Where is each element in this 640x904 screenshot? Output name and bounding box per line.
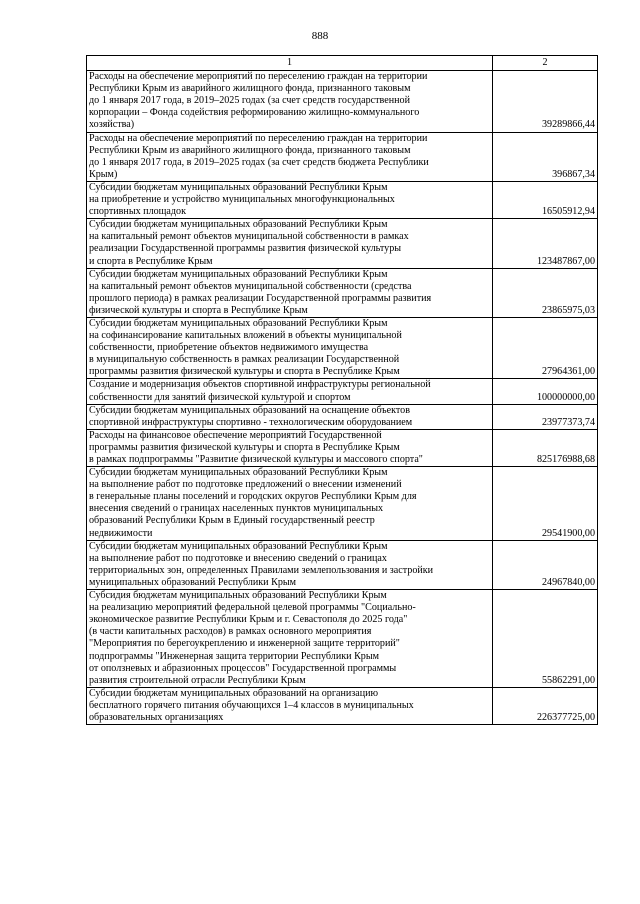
column-header-1: 1 [87,56,493,71]
column-header-2: 2 [493,56,598,71]
table-row [87,467,598,541]
row-description: Субсидии бюджетам муниципальных образований Республики Крым на выполнение работ по подготовке предложений о внесении изменений в генеральные планы поселений и городских округов Республики Крым для внесения сведений о границах населенных пунктов муниципальных образований Республики Крым в Единый государственный реестр недвижимости [87,467,493,541]
table-row [87,181,598,218]
table-row [87,379,598,404]
table-row [87,132,598,181]
table-row [87,590,598,688]
table-row [87,540,598,589]
row-description: Расходы на обеспечение мероприятий по переселению граждан на территории Республики Крым из аварийного жилищного фонда, признанного таковым до 1 января 2017 года, в 2019–2025 годах (за счет средств бюджета Республики Крым) [87,132,493,181]
table-row [87,71,598,132]
row-amount: 396867,34 [493,132,598,181]
row-amount: 23977373,74 [493,404,598,429]
row-amount: 16505912,94 [493,181,598,218]
table-row [87,404,598,429]
row-amount: 100000000,00 [493,379,598,404]
row-amount: 29541900,00 [493,467,598,541]
page-number: 888 [311,30,329,42]
row-amount: 55862291,00 [493,590,598,688]
row-description: Расходы на финансовое обеспечение мероприятий Государственной программы развития физической культуры и спорта в Республике Крым в рамках подпрограммы "Развитие физической культуры и массового спорта" [87,429,493,466]
row-description: Субсидии бюджетам муниципальных образований Республики Крым на капитальный ремонт объектов муниципальной собственности в рамках реализации Государственной программы развития физической культуры и спорта в Республике Крым [87,219,493,268]
row-amount: 27964361,00 [493,317,598,378]
row-description: Субсидии бюджетам муниципальных образований на организацию бесплатного горячего питания обучающихся 1–4 классов в муниципальных образовательных организациях [87,687,493,724]
table-row [87,317,598,378]
table-row [87,429,598,466]
row-amount: 23865975,03 [493,268,598,317]
header-row [87,56,598,71]
row-description: Расходы на обеспечение мероприятий по переселению граждан на территории Республики Крым из аварийного жилищного фонда, признанного таковым до 1 января 2017 года, в 2019–2025 годах (за счет средств государственной корпорации – Фонда содействия реформированию жилищно-коммунального хозяйства) [87,71,493,132]
table-row [87,687,598,724]
row-amount: 226377725,00 [493,687,598,724]
table-row [87,219,598,268]
table-row [87,268,598,317]
row-description: Субсидии бюджетам муниципальных образований Республики Крым на приобретение и устройство муниципальных многофункциональных спортивных площадок [87,181,493,218]
row-description: Создание и модернизация объектов спортивной инфраструктуры региональной собственности для занятий физической культурой и спортом [87,379,493,404]
row-amount: 24967840,00 [493,540,598,589]
row-amount: 123487867,00 [493,219,598,268]
budget-table [86,55,598,725]
row-description: Субсидия бюджетам муниципальных образований Республики Крым на реализацию мероприятий федеральной целевой программы "Социально- экономическое развитие Республики Крым и г. Севастополя до 2025 года" (в части капитальных расходов) в рамках основного мероприятия "Мероприятия по берегоукреплению и инженерной защите территорий" подпрограммы "Инженерная защита территории Республики Крым от оползневых и абразионных процессов" Государственной программы развития строительной отрасли Республики Крым [87,590,493,688]
row-description: Субсидии бюджетам муниципальных образований Республики Крым на капитальный ремонт объектов муниципальной собственности (средства прошлого периода) в рамках реализации Государственной программы развития физической культуры и спорта в Республике Крым [87,268,493,317]
row-description: Субсидии бюджетам муниципальных образований Республики Крым на выполнение работ по подготовке и внесению сведений о границах территориальных зон, определенных Правилами землепользования и застройки муниципальных образований Республики Крым [87,540,493,589]
row-amount: 39289866,44 [493,71,598,132]
row-description: Субсидии бюджетам муниципальных образований Республики Крым на софинансирование капитальных вложений в объекты муниципальной собственности, приобретение объектов недвижимого имущества в муниципальную собственность в рамках реализации Государственной программы развития физической культуры и спорта в Республике Крым [87,317,493,378]
row-description: Субсидии бюджетам муниципальных образований на оснащение объектов спортивной инфраструктуры спортивно - технологическим оборудованием [87,404,493,429]
row-amount: 825176988,68 [493,429,598,466]
